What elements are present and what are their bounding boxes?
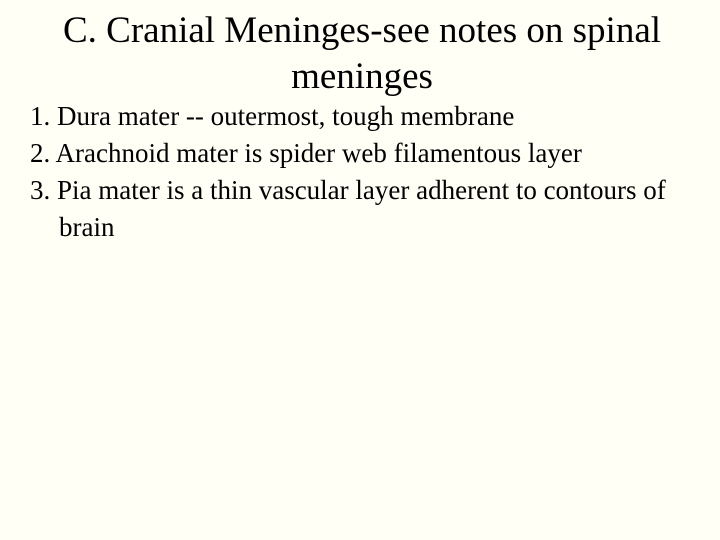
list-item-dura-mater: 1. Dura mater -- outermost, tough membrane	[30, 101, 515, 131]
bullet-list	[30, 98, 710, 246]
list-item-arachnoid-mater: 2. Arachnoid mater is spider web filamentous layer	[30, 138, 582, 168]
slide-title: C. Cranial Meninges-see notes on spinal meninges	[62, 10, 662, 97]
list-item-pia-mater: 3. Pia mater is a thin vascular layer adherent to contours of brain	[30, 175, 666, 242]
